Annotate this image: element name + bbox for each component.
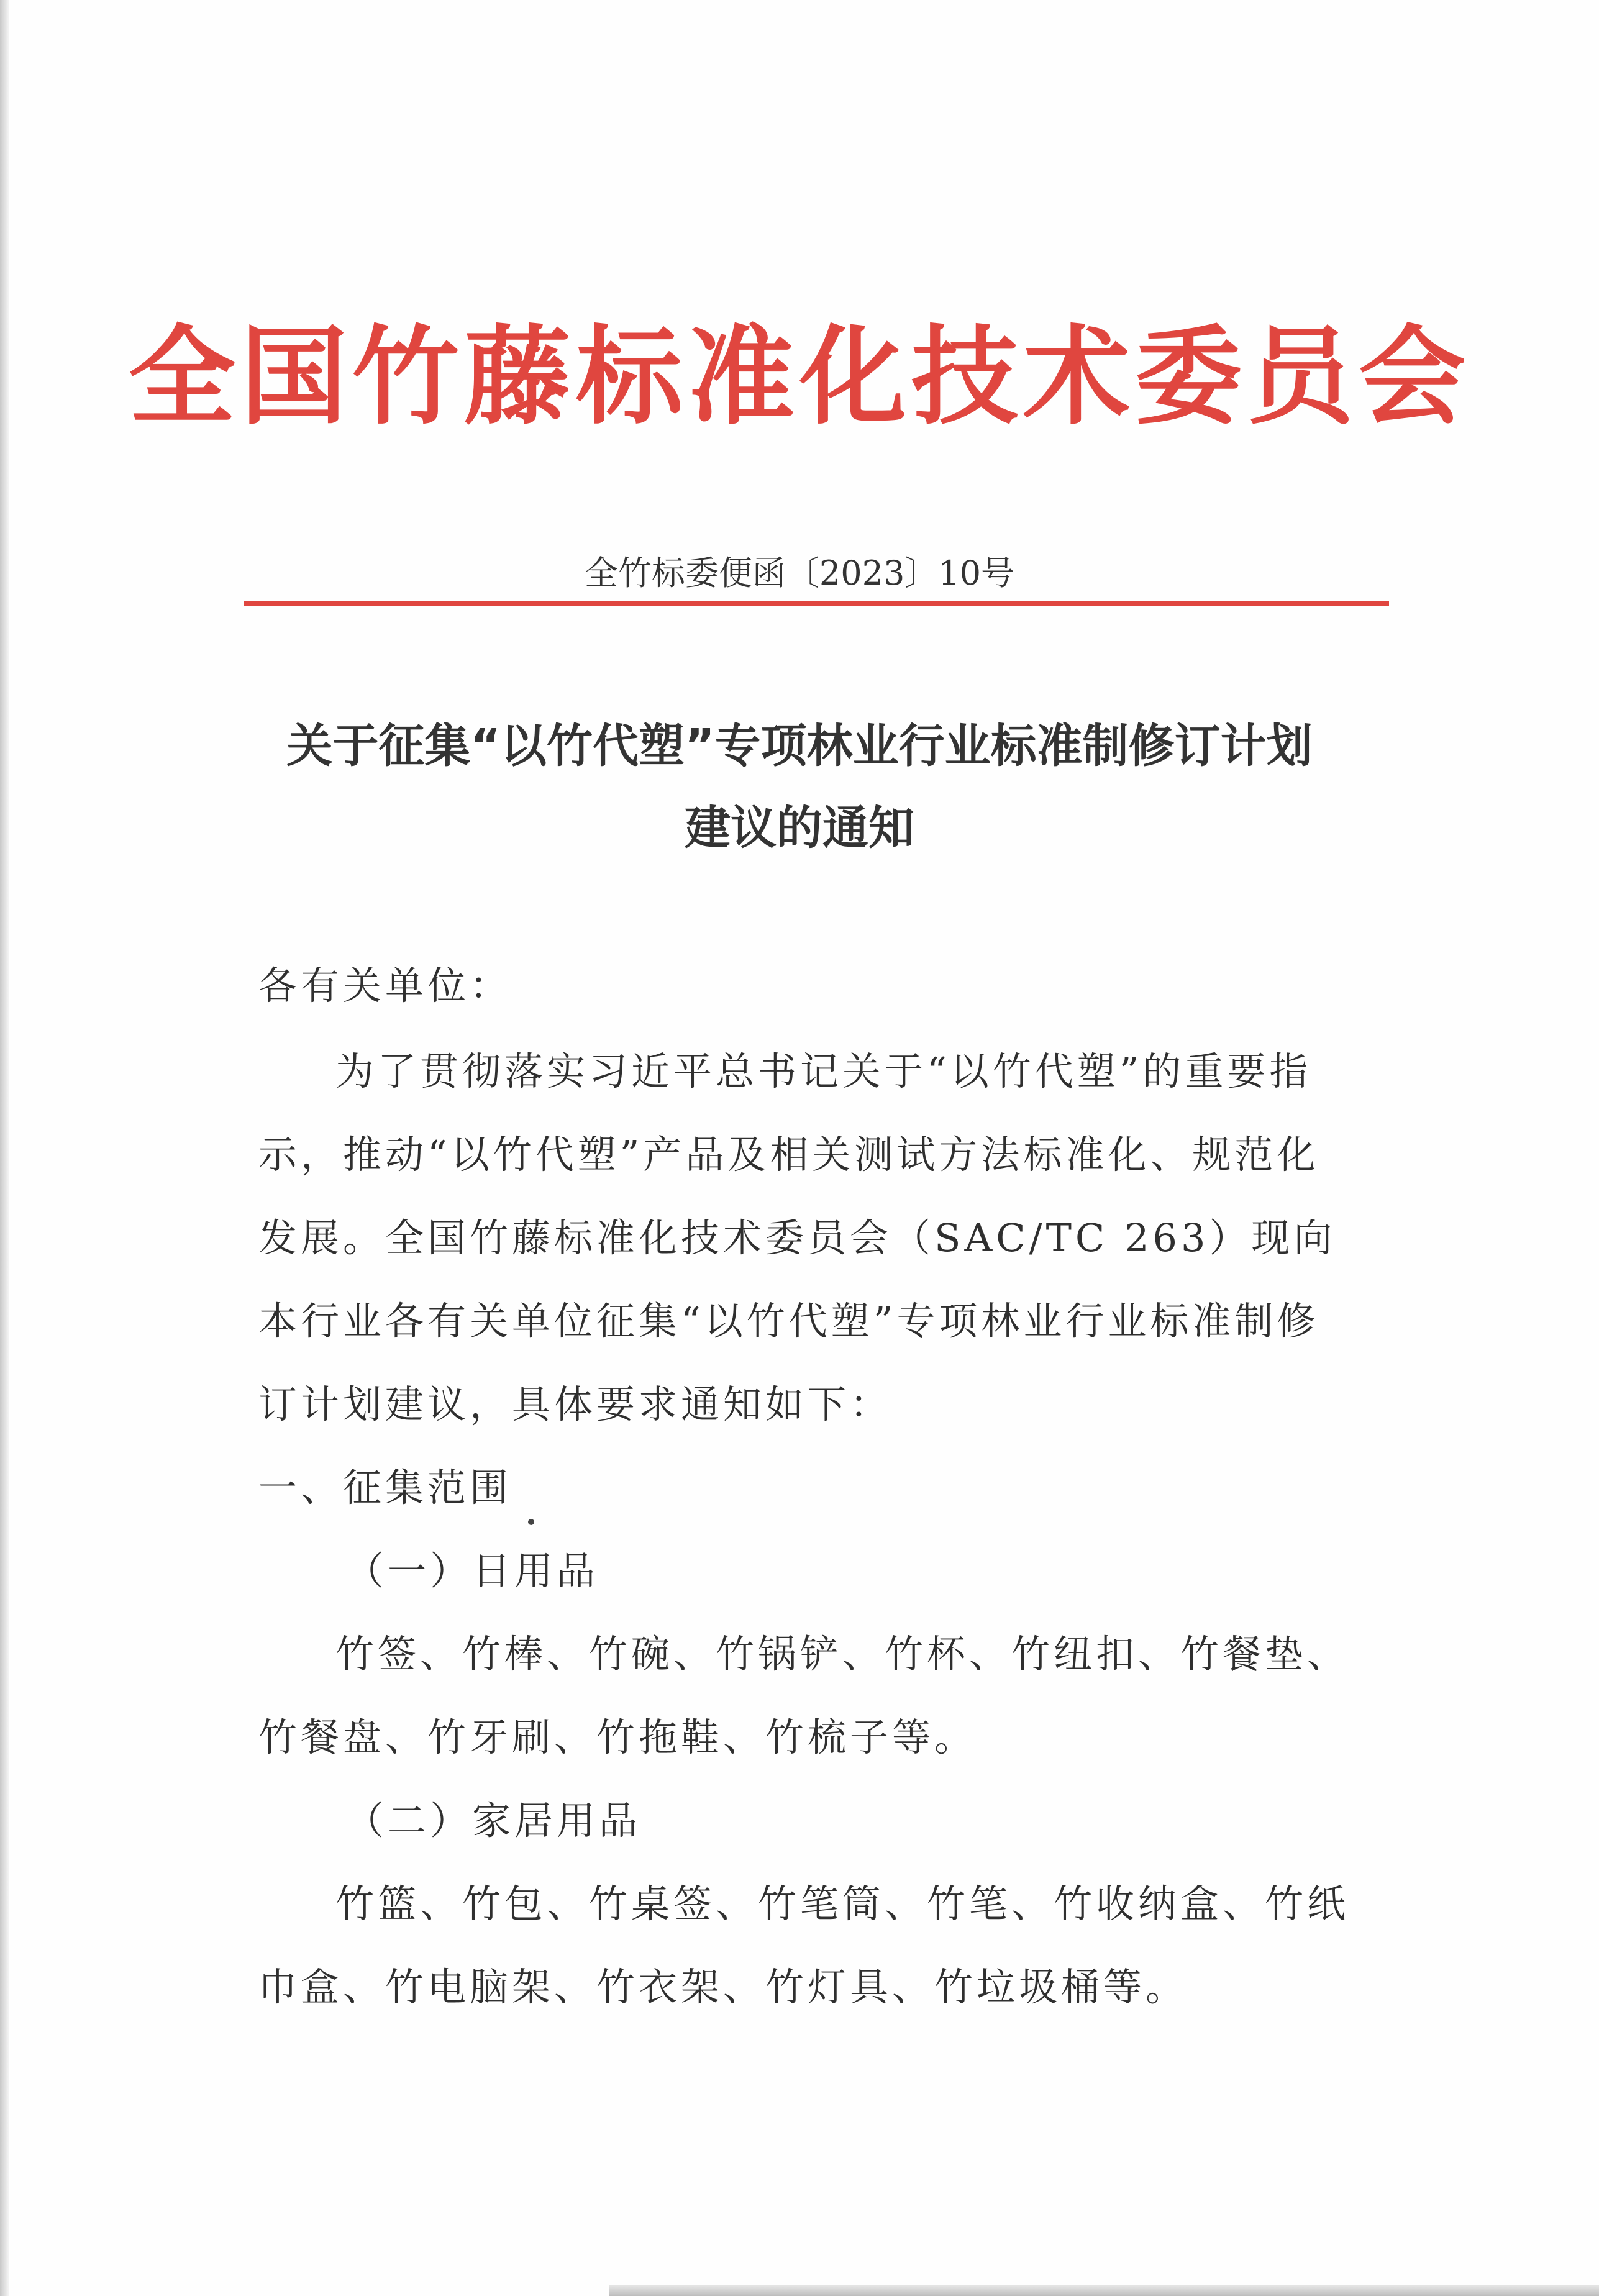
document-number: 全竹标委便函〔2023〕10号	[584, 554, 1015, 593]
scan-edge-bottom	[609, 2285, 1599, 2296]
section1-heading: 一、征集范围	[258, 1465, 512, 1510]
letterhead-red-rule	[244, 601, 1389, 606]
scan-speck	[528, 1519, 534, 1525]
sub2-heading: （二）家居用品	[345, 1798, 642, 1843]
notice-title	[186, 705, 1413, 869]
notice-title-line1: 关于征集“以竹代塑”专项林业行业标准制修订计划	[286, 719, 1313, 773]
salutation: 各有关单位：	[258, 963, 512, 1008]
notice-title-line2: 建议的通知	[685, 801, 914, 855]
sub2-paragraph: 竹篮、竹包、竹桌签、竹笔筒、竹笔、竹收纳盒、竹纸巾盒、竹电脑架、竹衣架、竹灯具、竹垃圾桶等。	[258, 1881, 1350, 2010]
intro-paragraph: 为了贯彻落实习近平总书记关于“以竹代塑”的重要指示，推动“以竹代塑”产品及相关测试方法标准化、规范化发展。全国竹藤标准化技术委员会（SAC/TC 263）现向本行业各有关单位征集“以竹代塑”专项林业行业标准制修订计划建议，具体要求通知如下：	[258, 1049, 1336, 1427]
letterhead-organization: 全国竹藤标准化技术委员会	[129, 313, 1470, 439]
sub1-paragraph: 竹签、竹棒、竹碗、竹锅铲、竹杯、竹纽扣、竹餐垫、竹餐盘、竹牙刷、竹拖鞋、竹梳子等。	[258, 1631, 1350, 1760]
sub1-heading: （一）日用品	[345, 1548, 599, 1593]
notice-body	[258, 944, 1352, 2029]
